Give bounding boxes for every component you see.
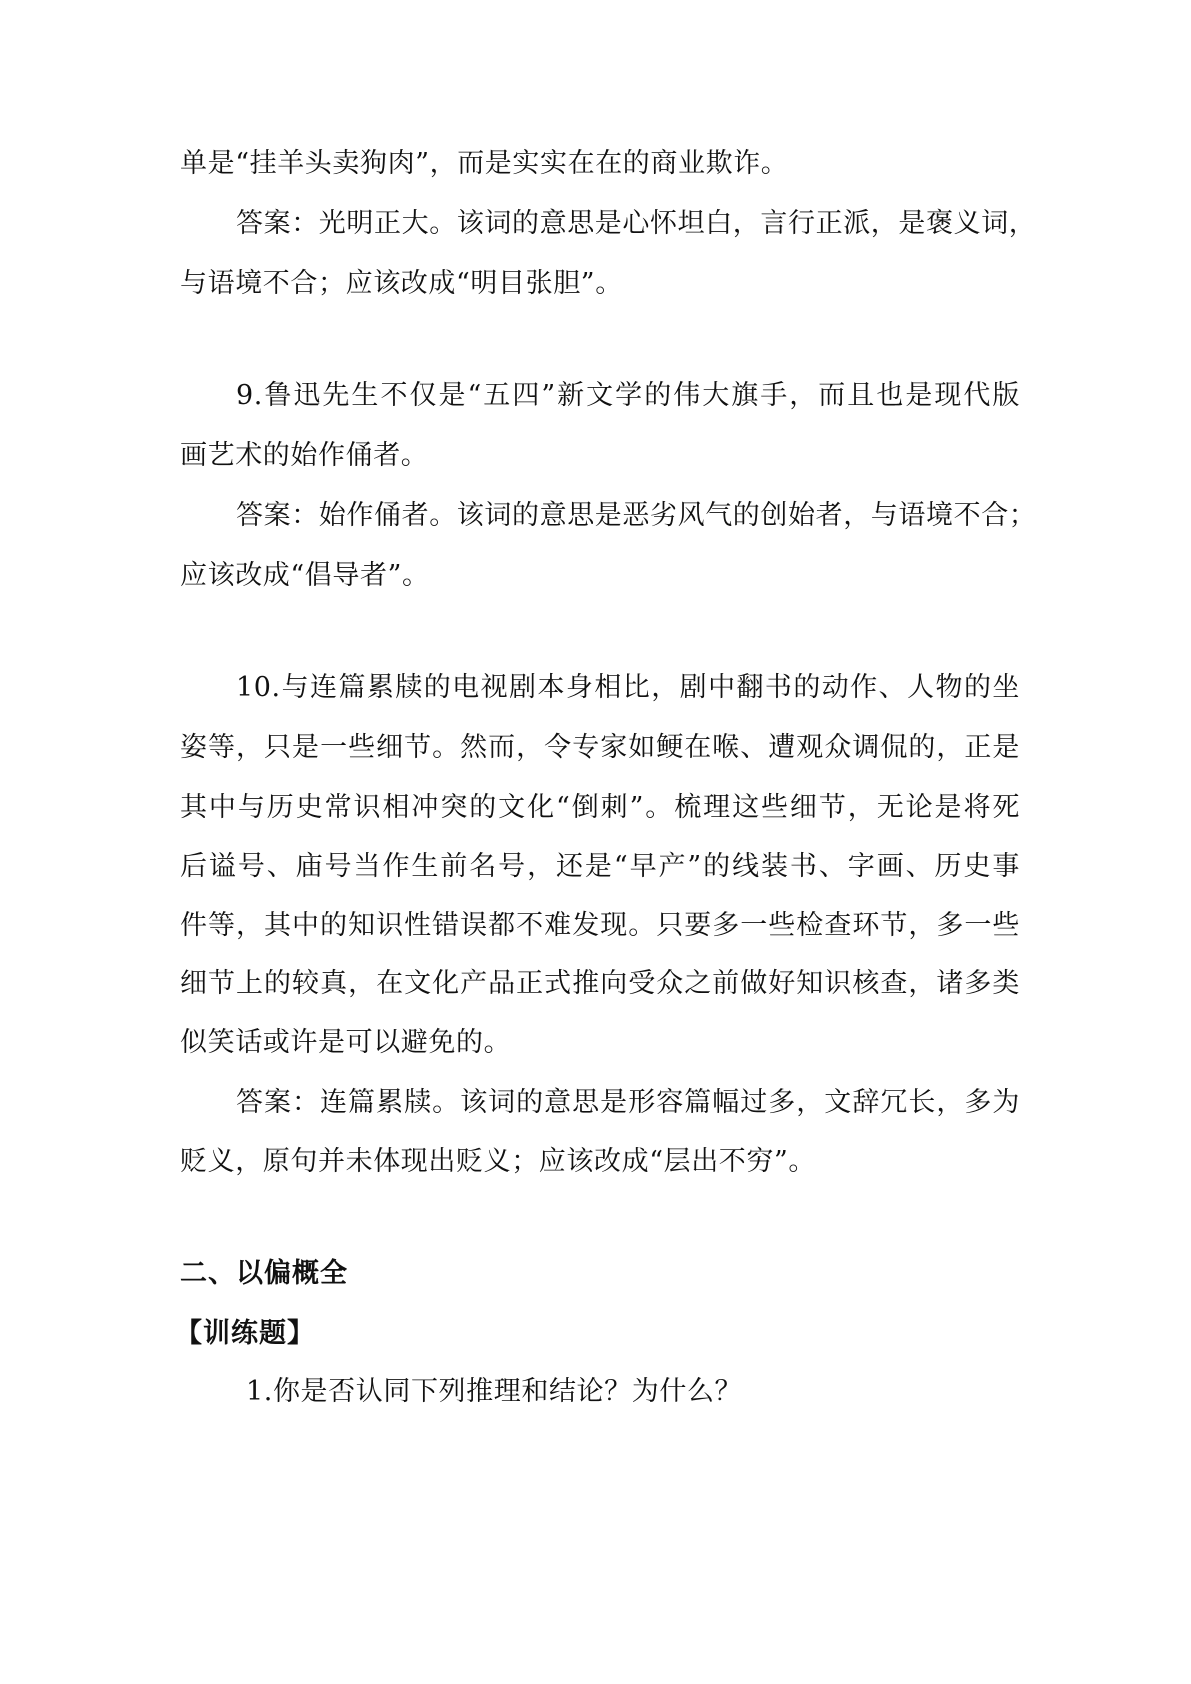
section-heading: 二、以偏概全 <box>180 1258 348 1289</box>
text-line: 后谥号、庙号当作生前名号，还是“早产”的线装书、字画、历史事 <box>180 851 1020 882</box>
question-10-line: 10.与连篇累牍的电视剧本身相比，剧中翻书的动作、人物的坐 <box>236 672 1020 703</box>
text-line: 应该改成“倡导者”。 <box>180 560 430 591</box>
text-line: 画艺术的始作俑者。 <box>180 440 429 471</box>
text-line: 与语境不合；应该改成“明目张胆”。 <box>180 268 623 299</box>
text-line: 细节上的较真，在文化产品正式推向受众之前做好知识核查，诸多类 <box>180 968 1020 999</box>
text-line: 件等，其中的知识性错误都不难发现。只要多一些检查环节，多一些 <box>180 910 1020 941</box>
question-line: 1.你是否认同下列推理和结论？为什么？ <box>246 1376 743 1407</box>
question-9-line: 9.鲁迅先生不仅是“五四”新文学的伟大旗手，而且也是现代版 <box>236 380 1020 411</box>
text-line: 其中与历史常识相冲突的文化“倒刺”。梳理这些细节，无论是将死 <box>180 792 1020 823</box>
answer-line: 答案：始作俑者。该词的意思是恶劣风气的创始者，与语境不合； <box>236 500 1037 531</box>
answer-line: 答案：光明正大。该词的意思是心怀坦白，言行正派，是褒义词， <box>236 208 1037 239</box>
text-line: 贬义，原句并未体现出贬义；应该改成“层出不穷”。 <box>180 1146 817 1177</box>
answer-line: 答案：连篇累牍。该词的意思是形容篇幅过多，文辞冗长，多为 <box>236 1087 1020 1118</box>
text-line: 似笑话或许是可以避免的。 <box>180 1027 512 1058</box>
text-line: 姿等，只是一些细节。然而，令专家如鲠在喉、遭观众调侃的，正是 <box>180 732 1020 763</box>
subheading: 【训练题】 <box>175 1318 315 1349</box>
text-line: 单是“挂羊头卖狗肉”，而是实实在在的商业欺诈。 <box>180 148 789 179</box>
